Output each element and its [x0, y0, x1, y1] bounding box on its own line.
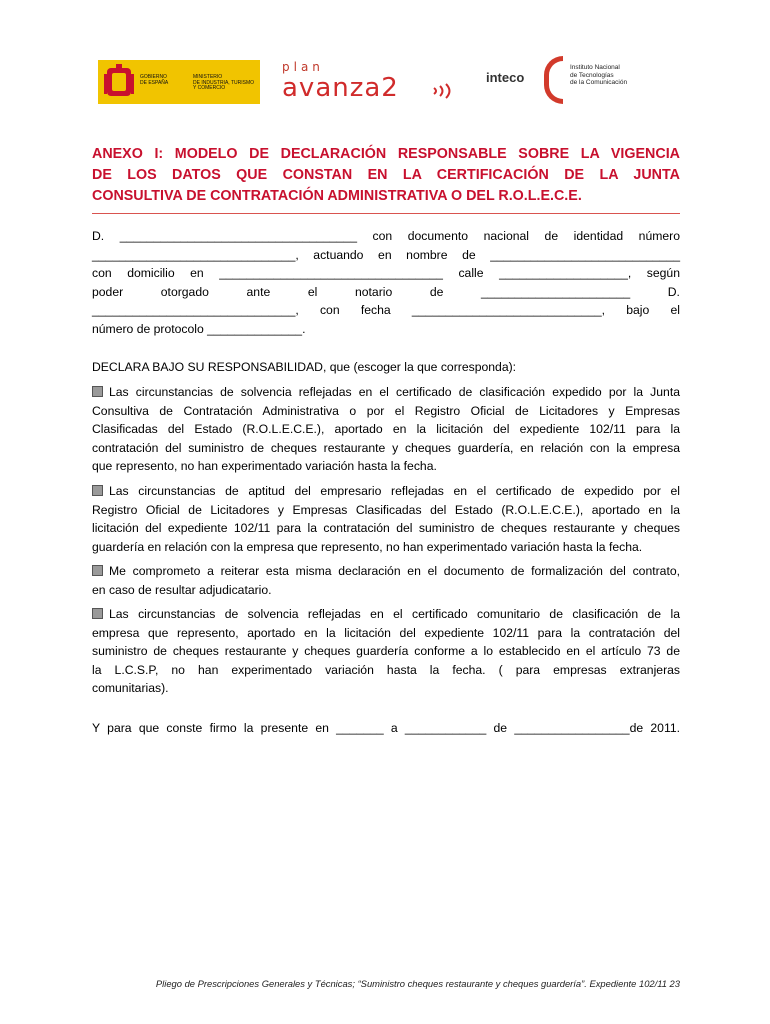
option-line: Me comprometo a reiterar esta misma declaración en el documento de formalización del contrato,	[109, 564, 680, 578]
option-line: la L.C.S.P, no han experimentado variación hasta la fecha. ( para empresas extranjeras	[92, 662, 680, 677]
option-line: guardería en relación con la empresa que represento, no han experimentado variación hasta la fecha.	[92, 539, 643, 554]
option-2-checkbox[interactable]	[92, 485, 103, 496]
avanza-word: avanza2	[282, 73, 399, 103]
signature-line	[92, 719, 680, 738]
form-word: de	[429, 284, 444, 299]
title-line-2: DE LOS DATOS QUE CONSTAN EN LA CERTIFICACIÓN DE LA JUNTA	[92, 167, 680, 183]
title-line-3: CONSULTIVA DE CONTRATACIÓN ADMINISTRATIVA O DEL R.O.L.E.C.E.	[92, 188, 582, 204]
option-line: en caso de resultar adjudicatario.	[92, 582, 272, 597]
plan-word: plan	[282, 60, 324, 74]
option-line: comunitarias).	[92, 681, 169, 695]
form-line-6: número de protocolo ______________.	[92, 321, 306, 336]
option-1	[92, 383, 680, 476]
option-line: Las circunstancias de aptitud del empresario reflejadas en el certificado de expedido por el	[109, 484, 680, 498]
option-2	[92, 482, 680, 556]
option-line: Las circunstancias de solvencia reflejadas en el certificado comunitario de clasificación de la	[109, 607, 680, 621]
option-4	[92, 605, 680, 698]
plan-avanza-logo	[282, 60, 462, 104]
option-line: Consultiva de Contratación Administrativa o por el Registro Oficial de Licitadores y Empresas	[92, 403, 680, 418]
form-line-2: ______________________________, actuando en nombre de ____________________________	[92, 247, 680, 262]
form-word: ante	[246, 284, 271, 299]
gov-text-spain: GOBIERNO DE ESPAÑA	[140, 74, 169, 86]
option-line: Las circunstancias de solvencia reflejadas en el certificado de clasificación expedido por la Junta	[109, 385, 680, 399]
option-3-checkbox[interactable]	[92, 565, 103, 576]
form-word: poder	[92, 284, 124, 299]
inteco-logo: inteco	[486, 70, 525, 85]
waves-icon	[432, 82, 454, 100]
form-line-4	[92, 283, 680, 302]
option-line: suministro de cheques restaurante y cheques guardería conforme a lo establecido en el artículo 73 de	[92, 644, 680, 658]
form-word: D.	[667, 284, 680, 299]
institute-text: Instituto Nacional de Tecnologías de la Comunicación	[570, 64, 628, 86]
option-line: Registro Oficial de Licitadores y Empresas Clasificadas del Estado (R.O.L.E.C.E.), aportado en la	[92, 502, 680, 517]
option-line: empresa que represento, aportado en la licitación del expediente 102/11 para la contratación del	[92, 625, 680, 640]
declarant-form	[92, 227, 680, 338]
form-word: notario	[354, 284, 393, 299]
form-line-3: con domicilio en _________________________________ calle ___________________, según	[92, 266, 680, 280]
option-line: Clasificadas del Estado (R.O.L.E.C.E.), aportado en la licitación del expediente 102/11 para la	[92, 422, 680, 436]
form-word: el	[307, 284, 318, 299]
gov-text-ministry: MINISTERIO DE INDUSTRIA, TURISMO Y COMERCIO	[193, 74, 255, 91]
signature-text: Y para que conste firmo la presente en _______ a ____________ de _________________de 2011.	[92, 721, 680, 735]
option-line: contratación del suministro de cheques restaurante y cheques guardería, en relación con la empresa	[92, 440, 680, 455]
title-line-1: ANEXO I: MODELO DE DECLARACIÓN RESPONSABLE SOBRE LA VIGENCIA	[92, 146, 680, 162]
page-footer: Pliego de Prescripciones Generales y Técnicas; “Suministro cheques restaurante y cheques guardería”. Expediente 102/11 23	[155, 978, 680, 989]
form-word: otorgado	[160, 284, 209, 299]
coat-of-arms-icon	[104, 64, 134, 100]
document-title	[92, 144, 680, 207]
header-logos	[92, 56, 692, 106]
form-line-1: D. ___________________________________ con documento nacional de identidad número	[92, 229, 680, 243]
option-4-checkbox[interactable]	[92, 608, 103, 619]
form-word: ______________________	[481, 284, 631, 299]
title-divider	[92, 213, 680, 214]
institute-bracket-icon	[544, 56, 563, 104]
declara-heading: DECLARA BAJO SU RESPONSABILIDAD, que (escoger la que corresponda):	[92, 360, 517, 374]
option-line: licitación del expediente 102/11 para la contratación del suministro de cheques restaurante y cheques	[92, 521, 680, 535]
government-logo	[98, 60, 260, 104]
form-line-5: ______________________________, con fecha ____________________________, bajo el	[92, 303, 680, 317]
option-line: que represento, no han experimentado variación hasta la fecha.	[92, 459, 437, 473]
option-3	[92, 562, 680, 599]
option-1-checkbox[interactable]	[92, 386, 103, 397]
